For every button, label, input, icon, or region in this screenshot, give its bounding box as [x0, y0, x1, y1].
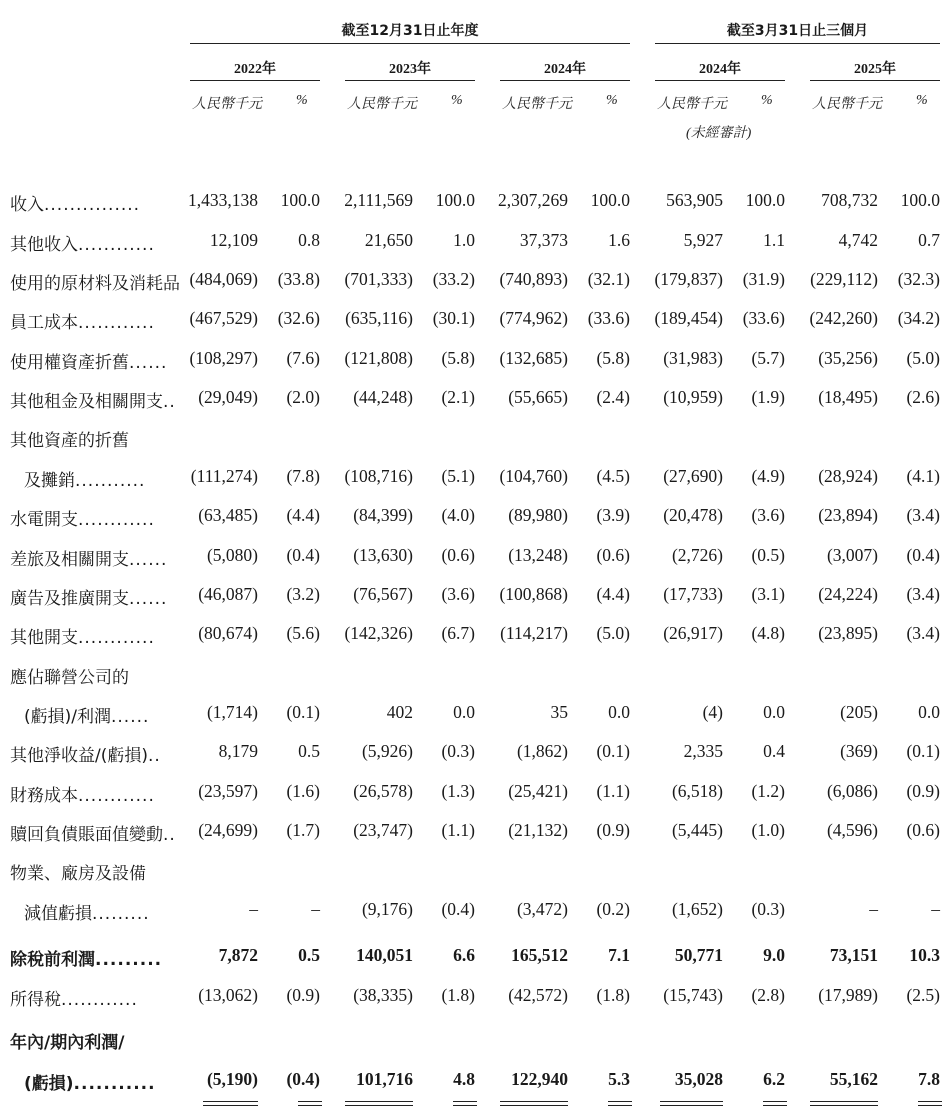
amount-cell: 165,512	[511, 945, 568, 965]
leader-dots: ............	[61, 990, 138, 1010]
row-label	[10, 623, 155, 648]
unit-amount-label: 人民幣千元	[502, 97, 572, 112]
leader-dots: .........	[92, 904, 150, 924]
leader-dots: ............	[78, 313, 155, 333]
row-label-text: 其他資產的折舊	[10, 431, 129, 451]
amount-cell: (10,959)	[663, 387, 723, 407]
amount-cell: (3,472)	[516, 899, 568, 919]
amount-cell: (27,690)	[663, 466, 723, 486]
amount-cell: 5,927	[683, 230, 723, 250]
leader-dots: ..	[148, 746, 161, 766]
leader-dots: ............	[78, 235, 155, 255]
total-double-underline	[298, 1101, 322, 1106]
row-label-text: 財務成本	[10, 786, 78, 806]
percent-cell: (0.4)	[441, 899, 475, 919]
percent-cell: 0.5	[298, 741, 320, 761]
percent-cell: (3.4)	[906, 584, 940, 604]
row-label	[10, 505, 155, 530]
year-underline	[655, 80, 785, 81]
percent-cell: (33.6)	[742, 308, 785, 328]
amount-cell: 140,051	[356, 945, 413, 965]
year-header-2023: 2023年	[389, 62, 431, 77]
row-label	[24, 702, 149, 727]
group-title-fiscal-year: 截至12月31日止年度	[341, 23, 479, 39]
row-label	[10, 820, 176, 845]
percent-cell: (2.6)	[906, 387, 940, 407]
unit-amount-label: 人民幣千元	[657, 97, 727, 112]
percent-cell: 100.0	[280, 190, 320, 210]
year-underline	[190, 80, 320, 81]
amount-cell: (28,924)	[818, 466, 878, 486]
row-label-text: 減值虧損	[24, 904, 92, 924]
amount-cell: (1,862)	[516, 741, 568, 761]
total-double-underline	[763, 1101, 787, 1106]
amount-cell: (13,248)	[508, 545, 568, 565]
percent-cell: 7.1	[608, 945, 630, 965]
percent-cell: (32.6)	[277, 308, 320, 328]
percent-cell: 0.8	[298, 230, 320, 250]
percent-cell: (4.9)	[751, 466, 785, 486]
percent-cell: (0.5)	[751, 545, 785, 565]
amount-cell: (18,495)	[818, 387, 878, 407]
unit-percent-label: %	[761, 93, 773, 108]
amount-cell: (114,217)	[500, 623, 568, 643]
total-double-underline	[810, 1101, 878, 1106]
row-label	[24, 899, 150, 924]
percent-cell: (32.3)	[897, 269, 940, 289]
amount-cell: (76,567)	[353, 584, 413, 604]
amount-cell: (205)	[840, 702, 878, 722]
amount-cell: (42,572)	[508, 985, 568, 1005]
total-double-underline	[918, 1101, 942, 1106]
percent-cell: (3.9)	[596, 505, 630, 525]
total-double-underline	[345, 1101, 413, 1106]
row-label-text: (虧損)/利潤	[24, 707, 111, 727]
row-label	[10, 1028, 124, 1053]
percent-cell: (33.2)	[432, 269, 475, 289]
amount-cell: (46,087)	[198, 584, 258, 604]
amount-cell: (15,743)	[663, 985, 723, 1005]
percent-cell: (1.7)	[286, 820, 320, 840]
amount-cell: (24,699)	[198, 820, 258, 840]
percent-cell: (4.1)	[906, 466, 940, 486]
percent-cell: 100.0	[435, 190, 475, 210]
percent-cell: (1.6)	[286, 781, 320, 801]
percent-cell: (33.8)	[277, 269, 320, 289]
leader-dots: .........	[95, 950, 163, 970]
amount-cell: (229,112)	[810, 269, 878, 289]
percent-cell: –	[931, 899, 940, 919]
amount-cell: (121,808)	[344, 348, 413, 368]
amount-cell: 50,771	[674, 945, 723, 965]
percent-cell: (0.4)	[286, 545, 320, 565]
row-label	[10, 426, 129, 451]
percent-cell: 7.8	[918, 1069, 940, 1089]
percent-cell: (33.6)	[587, 308, 630, 328]
amount-cell: 402	[386, 702, 413, 722]
amount-cell: (467,529)	[189, 308, 258, 328]
amount-cell: (4,596)	[826, 820, 878, 840]
percent-cell: (5.8)	[441, 348, 475, 368]
amount-cell: (44,248)	[353, 387, 413, 407]
percent-cell: (5.8)	[596, 348, 630, 368]
amount-cell: (100,868)	[499, 584, 568, 604]
percent-cell: (3.1)	[751, 584, 785, 604]
row-label-text: 物業、廠房及設備	[10, 864, 146, 884]
amount-cell: 37,373	[519, 230, 568, 250]
amount-cell: (740,893)	[499, 269, 568, 289]
leader-dots: ...........	[75, 471, 146, 491]
amount-cell: (484,069)	[189, 269, 258, 289]
row-label	[10, 741, 161, 766]
percent-cell: (34.2)	[897, 308, 940, 328]
amount-cell: 101,716	[356, 1069, 413, 1089]
amount-cell: (242,260)	[809, 308, 878, 328]
amount-cell: (89,980)	[508, 505, 568, 525]
amount-cell: (23,747)	[353, 820, 413, 840]
row-label-text: 應佔聯營公司的	[10, 668, 129, 688]
percent-cell: 100.0	[745, 190, 785, 210]
percent-cell: (1.3)	[441, 781, 475, 801]
row-label	[10, 545, 167, 570]
row-label	[10, 781, 155, 806]
row-label-text: 其他租金及相關開支	[10, 392, 163, 412]
unit-amount-label: 人民幣千元	[812, 97, 882, 112]
row-label	[10, 985, 138, 1010]
amount-cell: (369)	[840, 741, 878, 761]
percent-cell: (2.0)	[286, 387, 320, 407]
amount-cell: (23,597)	[198, 781, 258, 801]
year-header-2022: 2022年	[234, 62, 276, 77]
amount-cell: (179,837)	[654, 269, 723, 289]
row-label	[10, 859, 146, 884]
percent-cell: 0.0	[918, 702, 940, 722]
row-label-text: 員工成本	[10, 313, 78, 333]
row-label	[10, 308, 155, 333]
amount-cell: 7,872	[218, 945, 258, 965]
amount-cell: (4)	[702, 702, 723, 722]
leader-dots: ......	[129, 353, 168, 373]
unit-percent-label: %	[606, 93, 618, 108]
row-label	[10, 230, 155, 255]
amount-cell: (5,926)	[361, 741, 413, 761]
leader-dots: ......	[111, 707, 150, 727]
percent-cell: (6.7)	[441, 623, 475, 643]
leader-dots: ......	[129, 550, 168, 570]
amount-cell: 35,028	[674, 1069, 723, 1089]
amount-cell: 563,905	[666, 190, 723, 210]
percent-cell: (1.1)	[441, 820, 475, 840]
percent-cell: 10.3	[909, 945, 940, 965]
amount-cell: 2,111,569	[344, 190, 413, 210]
row-label	[10, 387, 176, 412]
percent-cell: (4.8)	[751, 623, 785, 643]
leader-dots: ...............	[44, 195, 141, 215]
amount-cell: (31,983)	[663, 348, 723, 368]
amount-cell: (84,399)	[353, 505, 413, 525]
amount-cell: (20,478)	[663, 505, 723, 525]
year-underline	[345, 80, 475, 81]
percent-cell: (0.1)	[906, 741, 940, 761]
percent-cell: (32.1)	[587, 269, 630, 289]
percent-cell: (0.9)	[286, 985, 320, 1005]
total-double-underline	[608, 1101, 632, 1106]
amount-cell: 2,307,269	[498, 190, 568, 210]
percent-cell: (4.0)	[441, 505, 475, 525]
amount-cell: 1,433,138	[188, 190, 258, 210]
row-label-text: 其他收入	[10, 235, 78, 255]
row-label-text: 及攤銷	[24, 471, 75, 491]
percent-cell: 5.3	[608, 1069, 630, 1089]
unit-percent-label: %	[451, 93, 463, 108]
total-double-underline	[453, 1101, 477, 1106]
amount-cell: 2,335	[683, 741, 723, 761]
amount-cell: (6,518)	[671, 781, 723, 801]
amount-cell: (17,733)	[663, 584, 723, 604]
percent-cell: (1.2)	[751, 781, 785, 801]
percent-cell: (3.4)	[906, 623, 940, 643]
row-label	[10, 584, 167, 609]
amount-cell: (111,274)	[190, 466, 258, 486]
percent-cell: (5.0)	[906, 348, 940, 368]
percent-cell: 4.8	[453, 1069, 475, 1089]
row-label-text: 贖回負債賬面值變動	[10, 825, 163, 845]
amount-cell: (6,086)	[826, 781, 878, 801]
row-label-text: 差旅及相關開支	[10, 550, 129, 570]
row-label-text: 所得稅	[10, 990, 61, 1010]
amount-cell: (13,062)	[198, 985, 258, 1005]
percent-cell: (0.1)	[596, 741, 630, 761]
row-label-text: 使用的原材料及消耗品	[10, 274, 180, 294]
leader-dots: ............	[78, 628, 155, 648]
percent-cell: 6.2	[763, 1069, 785, 1089]
amount-cell: (35,256)	[818, 348, 878, 368]
percent-cell: 0.0	[608, 702, 630, 722]
percent-cell: (3.6)	[751, 505, 785, 525]
amount-cell: (1,652)	[671, 899, 723, 919]
amount-cell: (5,445)	[671, 820, 723, 840]
row-label	[10, 663, 129, 688]
group-underline-three-months	[655, 43, 940, 44]
percent-cell: 1.6	[608, 230, 630, 250]
percent-cell: (0.6)	[906, 820, 940, 840]
amount-cell: 708,732	[821, 190, 878, 210]
group-underline-fiscal-year	[190, 43, 630, 44]
year-underline	[810, 80, 940, 81]
amount-cell: (9,176)	[361, 899, 413, 919]
percent-cell: (3.4)	[906, 505, 940, 525]
percent-cell: (0.6)	[441, 545, 475, 565]
row-label-text: 廣告及推廣開支	[10, 589, 129, 609]
amount-cell: 55,162	[829, 1069, 878, 1089]
row-label	[10, 190, 140, 215]
amount-cell: –	[869, 899, 878, 919]
year-header-2024-q: 2024年	[699, 62, 741, 77]
row-label	[24, 466, 145, 491]
percent-cell: 1.1	[763, 230, 785, 250]
percent-cell: (2.8)	[751, 985, 785, 1005]
unit-amount-label: 人民幣千元	[192, 97, 262, 112]
amount-cell: (29,049)	[198, 387, 258, 407]
percent-cell: (5.7)	[751, 348, 785, 368]
amount-cell: (25,421)	[508, 781, 568, 801]
row-label	[24, 1069, 156, 1094]
leader-dots: ...........	[73, 1074, 156, 1094]
row-label	[10, 945, 162, 970]
percent-cell: (0.3)	[441, 741, 475, 761]
percent-cell: (0.1)	[286, 702, 320, 722]
amount-cell: (5,190)	[206, 1069, 258, 1089]
percent-cell: (5.0)	[596, 623, 630, 643]
leader-dots: ......	[129, 589, 168, 609]
row-label-text: 收入	[10, 195, 44, 215]
amount-cell: (26,917)	[663, 623, 723, 643]
total-double-underline	[203, 1101, 258, 1106]
percent-cell: (0.2)	[596, 899, 630, 919]
percent-cell: 0.4	[763, 741, 785, 761]
row-label-text: 水電開支	[10, 510, 78, 530]
percent-cell: (2.1)	[441, 387, 475, 407]
row-label	[10, 269, 180, 294]
percent-cell: (3.2)	[286, 584, 320, 604]
amount-cell: –	[249, 899, 258, 919]
percent-cell: (7.6)	[286, 348, 320, 368]
amount-cell: (63,485)	[198, 505, 258, 525]
leader-dots: ..	[163, 825, 176, 845]
percent-cell: (0.4)	[906, 545, 940, 565]
percent-cell: 9.0	[763, 945, 785, 965]
amount-cell: 21,650	[364, 230, 413, 250]
amount-cell: 8,179	[218, 741, 258, 761]
unit-percent-label: %	[916, 93, 928, 108]
amount-cell: (142,326)	[344, 623, 413, 643]
total-double-underline	[660, 1101, 723, 1106]
group-title-three-months: 截至3月31日止三個月	[726, 23, 869, 39]
row-label-text: 其他淨收益/(虧損)	[10, 746, 148, 766]
percent-cell: (2.4)	[596, 387, 630, 407]
row-label	[10, 348, 167, 373]
percent-cell: 0.0	[453, 702, 475, 722]
amount-cell: (80,674)	[198, 623, 258, 643]
percent-cell: 100.0	[590, 190, 630, 210]
percent-cell: (4.5)	[596, 466, 630, 486]
amount-cell: (108,297)	[189, 348, 258, 368]
amount-cell: (23,894)	[818, 505, 878, 525]
percent-cell: (1.8)	[596, 985, 630, 1005]
amount-cell: (104,760)	[499, 466, 568, 486]
percent-cell: 6.6	[453, 945, 475, 965]
amount-cell: (132,685)	[499, 348, 568, 368]
amount-cell: (774,962)	[499, 308, 568, 328]
row-label-text: 使用權資產折舊	[10, 353, 129, 373]
amount-cell: (38,335)	[353, 985, 413, 1005]
percent-cell: (31.9)	[742, 269, 785, 289]
percent-cell: (1.0)	[751, 820, 785, 840]
percent-cell: (5.1)	[441, 466, 475, 486]
percent-cell: (0.6)	[596, 545, 630, 565]
row-label-text: 除稅前利潤	[10, 950, 95, 970]
percent-cell: (30.1)	[432, 308, 475, 328]
amount-cell: (13,630)	[353, 545, 413, 565]
percent-cell: (4.4)	[286, 505, 320, 525]
amount-cell: 4,742	[838, 230, 878, 250]
percent-cell: 0.7	[918, 230, 940, 250]
leader-dots: ............	[78, 786, 155, 806]
row-label-text: 年內/期內利潤/	[10, 1033, 125, 1053]
percent-cell: 1.0	[453, 230, 475, 250]
percent-cell: (1.1)	[596, 781, 630, 801]
amount-cell: (21,132)	[508, 820, 568, 840]
percent-cell: (7.8)	[286, 466, 320, 486]
percent-cell: (1.8)	[441, 985, 475, 1005]
amount-cell: 122,940	[511, 1069, 568, 1089]
leader-dots: ............	[78, 510, 155, 530]
row-label-text: (虧損)	[24, 1074, 74, 1094]
percent-cell: (1.9)	[751, 387, 785, 407]
unit-amount-label: 人民幣千元	[347, 97, 417, 112]
amount-cell: (108,716)	[344, 466, 413, 486]
amount-cell: (701,333)	[344, 269, 413, 289]
total-double-underline	[500, 1101, 568, 1106]
percent-cell: 0.0	[763, 702, 785, 722]
amount-cell: (1,714)	[206, 702, 258, 722]
year-header-2024-fy: 2024年	[544, 62, 586, 77]
percent-cell: 100.0	[900, 190, 940, 210]
amount-cell: (3,007)	[826, 545, 878, 565]
row-label-text: 其他開支	[10, 628, 78, 648]
amount-cell: (17,989)	[818, 985, 878, 1005]
percent-cell: (0.4)	[286, 1069, 320, 1089]
percent-cell: –	[311, 899, 320, 919]
amount-cell: (189,454)	[654, 308, 723, 328]
year-header-2025-q: 2025年	[854, 62, 896, 77]
percent-cell: (0.9)	[906, 781, 940, 801]
amount-cell: (26,578)	[353, 781, 413, 801]
percent-cell: (4.4)	[596, 584, 630, 604]
year-underline	[500, 80, 630, 81]
percent-cell: (0.3)	[751, 899, 785, 919]
unaudited-note: (未經審計)	[686, 126, 752, 141]
amount-cell: (23,895)	[818, 623, 878, 643]
unit-percent-label: %	[296, 93, 308, 108]
amount-cell: (24,224)	[818, 584, 878, 604]
amount-cell: (2,726)	[671, 545, 723, 565]
percent-cell: (0.9)	[596, 820, 630, 840]
amount-cell: (55,665)	[508, 387, 568, 407]
percent-cell: (3.6)	[441, 584, 475, 604]
percent-cell: 0.5	[298, 945, 320, 965]
amount-cell: 12,109	[209, 230, 258, 250]
percent-cell: (2.5)	[906, 985, 940, 1005]
amount-cell: 73,151	[829, 945, 878, 965]
percent-cell: (5.6)	[286, 623, 320, 643]
amount-cell: 35	[550, 702, 568, 722]
amount-cell: (635,116)	[345, 308, 413, 328]
leader-dots: ..	[163, 392, 176, 412]
amount-cell: (5,080)	[206, 545, 258, 565]
